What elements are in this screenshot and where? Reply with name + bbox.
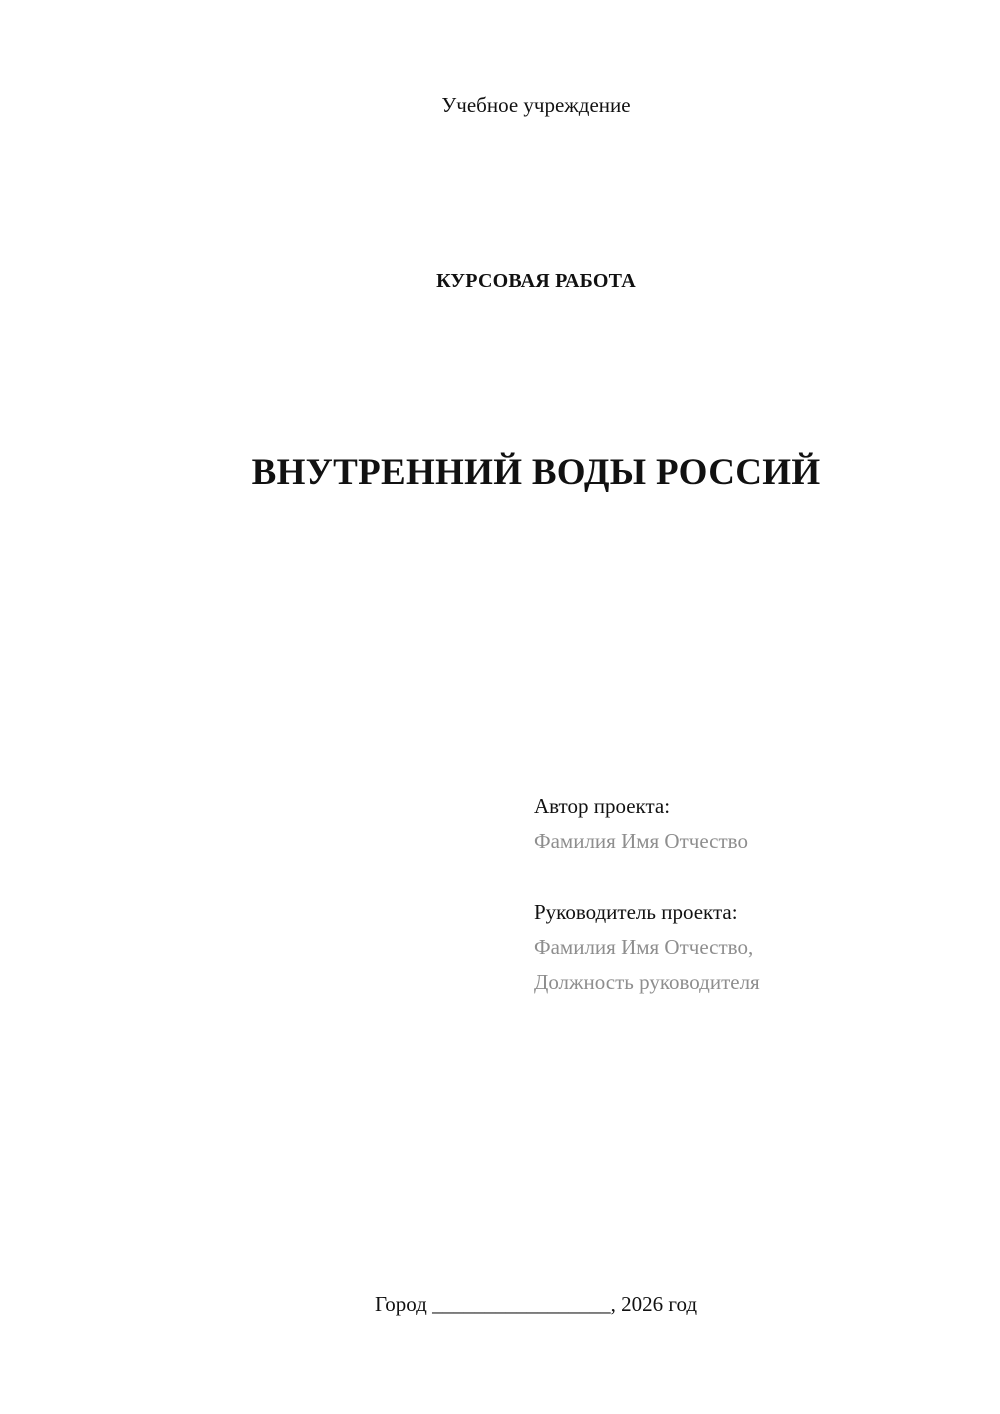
document-title: ВНУТРЕННИЙ ВОДЫ РОССИЙ xyxy=(251,452,821,493)
institution-name: Учебное учреждение xyxy=(441,93,631,117)
supervisor-label: Руководитель проекта: xyxy=(534,900,738,924)
author-name: Фамилия Имя Отчество xyxy=(534,829,748,853)
credits-spacer xyxy=(534,859,760,895)
credits-block xyxy=(534,789,760,1000)
supervisor-name: Фамилия Имя Отчество, xyxy=(534,935,754,959)
author-label: Автор проекта: xyxy=(534,794,671,818)
city-year-line: Город _________________, 2026 год xyxy=(374,1292,698,1316)
document-type: КУРСОВАЯ РАБОТА xyxy=(436,270,636,292)
supervisor-position: Должность руководителя xyxy=(534,970,760,994)
